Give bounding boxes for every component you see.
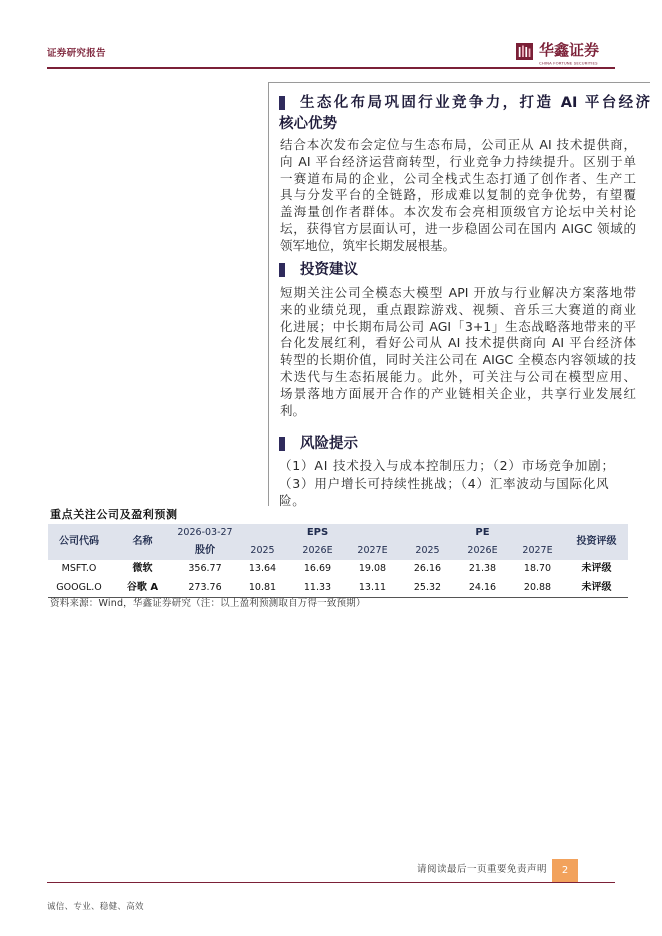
cell-eps: 19.08 [358, 563, 387, 575]
report-type-label: 证券研究报告 [47, 48, 106, 59]
section-body [279, 457, 635, 510]
cell-name: 微软 [132, 563, 153, 575]
table-header-row [48, 524, 628, 542]
cell-pe: 26.16 [413, 563, 442, 575]
col-header-eps-year: 2026E [290, 542, 345, 560]
table-title: 重点关注公司及盈利预测 [50, 508, 178, 521]
brand-name-cn: 华鑫证券 [539, 41, 600, 59]
cell-name: 谷歌 A [110, 579, 175, 598]
body-line: （3）用户增长可持续性挑战；（4）汇率波动与国际化风 [279, 475, 610, 491]
section-marker [279, 263, 285, 277]
section-title: 生态化布局巩固行业竞争力，打造 AI 平台经济 [300, 95, 650, 111]
body-line: 向 AI 平台经济运营商转型，行业竞争力持续提升。区别于单 [280, 153, 636, 169]
body-line: 化进展；中长期布局公司 AGI「3+1」生态战略落地带来的平 [280, 318, 636, 334]
cell-eps: 13.64 [248, 563, 277, 575]
body-line: 台化发展红利，看好公司从 AI 技术提供商向 AI 平台经济体 [280, 335, 636, 351]
disclaimer-note: 请阅读最后一页重要免责声明 [416, 864, 547, 875]
section-title: 风险提示 [300, 436, 358, 452]
col-header-price-date: 2026-03-27 [175, 524, 235, 542]
body-line: 领军地位，筑牢长期发展根基。 [280, 237, 456, 253]
brand-logo-icon [516, 43, 533, 60]
cell-price: 356.77 [188, 563, 222, 575]
body-line: 术迭代与生态拓展能力。此外，可关注与公司在模型应用、 [280, 368, 636, 384]
footer-divider [47, 882, 615, 883]
col-header-pe-year: 2025 [400, 542, 455, 560]
cell-pe: 18.70 [523, 563, 552, 575]
body-line: 盖海量创作者群体。本次发布会亮相顶级官方论坛中关村论 [280, 204, 636, 220]
page-number: 2 [552, 859, 578, 882]
header-divider [47, 67, 615, 69]
cell-code: MSFT.O [61, 563, 97, 575]
cell-eps: 11.33 [290, 579, 345, 598]
cell-pe: 24.16 [455, 579, 510, 598]
cell-code: GOOGL.O [48, 579, 110, 598]
col-header-code: 公司代码 [48, 524, 110, 560]
col-header-pe-year: 2027E [510, 542, 565, 560]
body-line: 具与分发平台的全链路，形成难以复制的竞争优势，有望覆 [280, 187, 636, 203]
col-header-price: 股价 [175, 542, 235, 560]
body-line: 转型的长期价值，同时关注公司在 AIGC 全模态内容领域的技 [280, 352, 636, 368]
col-header-rating: 投资评级 [565, 524, 628, 560]
cell-price: 273.76 [175, 579, 235, 598]
cell-rating: 未评级 [581, 563, 612, 575]
col-header-eps: EPS [235, 524, 400, 542]
cell-rating: 未评级 [565, 579, 628, 598]
col-header-pe-year: 2026E [455, 542, 510, 560]
section-marker [279, 437, 285, 451]
cell-pe: 21.38 [468, 563, 497, 575]
section-body [280, 285, 636, 419]
brand-name-en: CHINA FORTUNE SECURITIES [539, 61, 598, 66]
cell-eps: 16.69 [303, 563, 332, 575]
table-row [48, 579, 628, 598]
section-title: 投资建议 [300, 262, 358, 278]
table-source-note: 资料来源：Wind，华鑫证券研究（注：以上盈利预测取自万得一致预期） [50, 598, 366, 609]
body-line: 险。 [279, 493, 306, 508]
body-line: 场景落地方面展开合作的产业链相关企业，共享行业发展红 [280, 385, 636, 401]
cell-pe: 25.32 [400, 579, 455, 598]
body-line: （1）AI 技术投入与成本控制压力；（2）市场竞争加剧； [279, 458, 615, 473]
body-line: 利。 [280, 402, 306, 418]
table-row [48, 560, 628, 579]
col-header-eps-year: 2027E [345, 542, 400, 560]
footer-slogan: 诚信、专业、稳健、高效 [47, 902, 144, 912]
col-header-eps-year: 2025 [235, 542, 290, 560]
cell-eps: 10.81 [235, 579, 290, 598]
body-line: 一赛道布局的企业，公司全栈式生态打通了创作者、生产工 [280, 170, 636, 186]
body-line: 来的业绩兑现，重点跟踪游戏、视频、音乐三大赛道的商业 [280, 301, 636, 317]
cell-pe: 20.88 [510, 579, 565, 598]
cell-eps: 13.11 [345, 579, 400, 598]
col-header-name: 名称 [110, 524, 175, 560]
body-line: 坛，获得官方层面认可，进一步稳固公司在国内 AIGC 领域的 [280, 220, 636, 236]
section-title: 核心优势 [279, 116, 337, 132]
body-line: 结合本次发布会定位与生态布局，公司正从 AI 技术提供商， [280, 137, 636, 152]
body-line: 短期关注公司全模态大模型 API 开放与行业解决方案落地带 [280, 285, 636, 300]
earnings-forecast-table [48, 524, 628, 598]
col-header-pe: PE [400, 524, 565, 542]
section-body [280, 137, 636, 255]
section-marker [279, 96, 285, 110]
